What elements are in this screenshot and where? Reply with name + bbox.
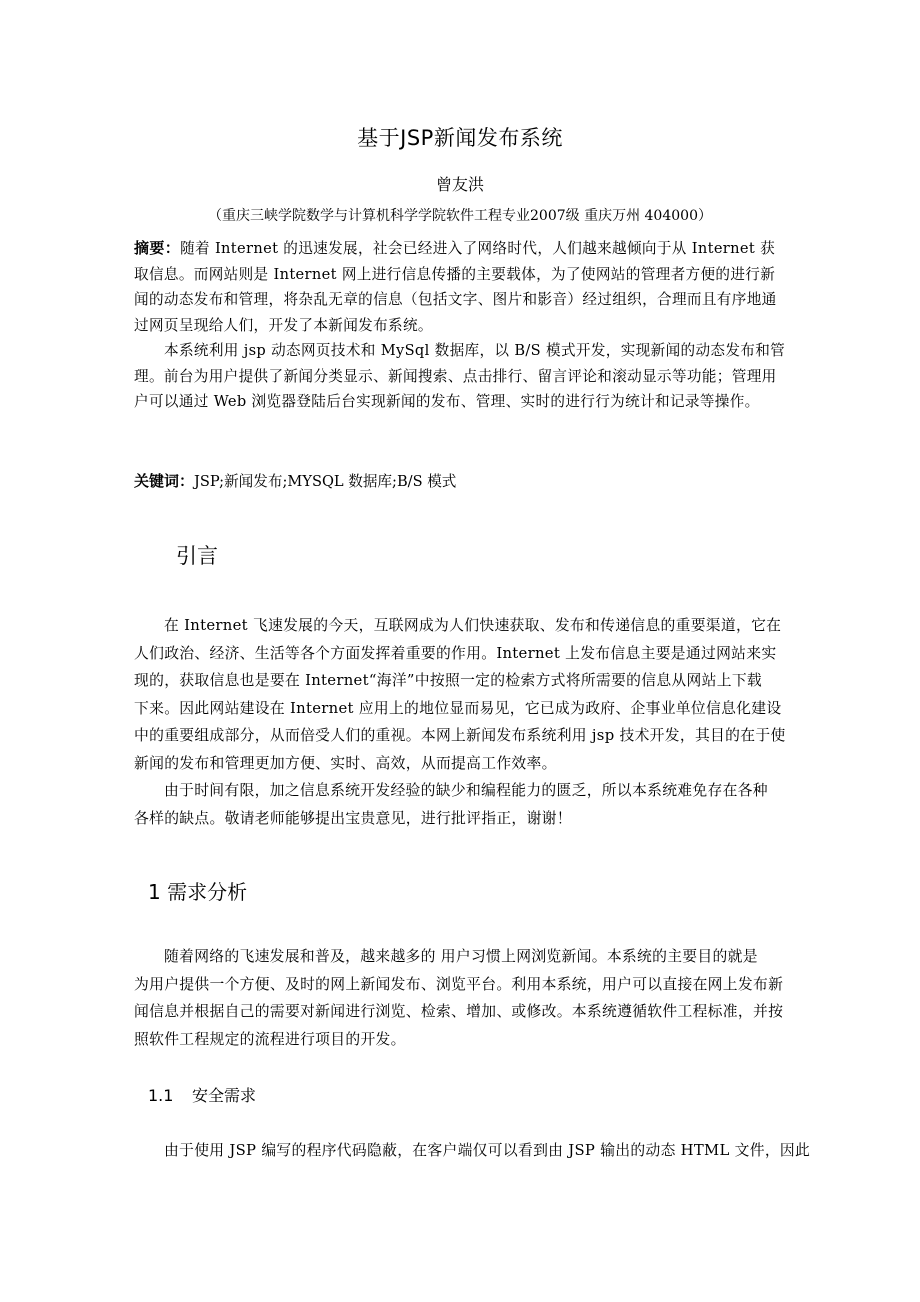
body-line: 新闻的发布和管理更加方便、实时、高效，从而提高工作效率。 (134, 754, 557, 772)
body-line: 照软件工程规定的流程进行项目的开发。 (134, 1030, 406, 1048)
body-line: 由于时间有限，加之信息系统开发经验的缺少和编程能力的匮乏，所以本系统难免存在各种 (164, 782, 768, 799)
intro-body (134, 612, 794, 832)
keywords-label: 关键词： (134, 472, 195, 490)
section-1-1-heading (148, 1083, 256, 1106)
abstract-line: 理。前台为用户提供了新闻分类显示、新闻搜索、点击排行、留言评论和滚动显示等功能；管理用 (134, 367, 777, 385)
body-line: 闻信息并根据自己的需要对新闻进行浏览、检索、增加、或修改。本系统遵循软件工程标准，并按 (134, 1003, 784, 1020)
abstract (134, 236, 786, 415)
abstract-line (134, 236, 786, 262)
body-line: 人们政治、经济、生活等各个方面发挥着重要的作用。Internet 上发布信息主要是通过网站来实 (134, 644, 777, 662)
abstract-line: 过网页呈现给人们，开发了本新闻发布系统。 (134, 316, 433, 334)
abstract-line: 本系统利用 jsp 动态网页技术和 MySql 数据库，以 B/S 模式开发，实现新闻的动态发布和管 (164, 342, 786, 359)
body-line: 随着网络的飞速发展和普及，越来越多的 用户习惯上网浏览新闻。本系统的主要目的就是 (164, 948, 758, 965)
body-line: 由于使用 JSP 编写的程序代码隐蔽，在客户端仅可以看到由 JSP 输出的动态 HTML 文件，因此 (164, 1142, 811, 1159)
section-1-1-body (134, 1137, 811, 1165)
body-line: 下来。因此网站建设在 Internet 应用上的地位显而易见，它已成为政府、企事业单位信息化建设 (134, 699, 782, 717)
author-affiliation: （重庆三峡学院数学与计算机科学学院软件工程专业2007级 重庆万州 404000） (208, 208, 712, 224)
section-1-body (134, 943, 794, 1053)
abstract-line: 闻的动态发布和管理，将杂乱无章的信息（包括文字、图片和影音）经过组织，合理而且有序地通 (134, 291, 777, 308)
keywords-text: JSP;新闻发布;MYSQL 数据库;B/S 模式 (194, 473, 457, 490)
abstract-line: 取信息。而网站则是 Internet 网上进行信息传播的主要载体，为了使网站的管理者方便的进行新 (134, 265, 776, 283)
keywords (134, 470, 456, 491)
intro-heading: 引言 (176, 544, 218, 568)
abstract-label: 摘要： (134, 239, 181, 257)
body-line: 现的，获取信息也是要在 Internet“海洋”中按照一定的检索方式将所需要的信息从网站上下载 (134, 672, 763, 689)
paper-title: 基于JSP新闻发布系统 (357, 126, 563, 150)
body-line: 为用户提供一个方便、及时的网上新闻发布、浏览平台。利用本系统，用户可以直接在网上发布新 (134, 975, 784, 993)
section-number: 1.1 (148, 1086, 174, 1105)
abstract-line: 户可以通过 Web 浏览器登陆后台实现新闻的发布、管理、实时的进行行为统计和记录等操作。 (134, 393, 760, 410)
abstract-text: 随着 Internet 的迅速发展，社会已经进入了网络时代，人们越来越倾向于从 Internet 获 (180, 240, 776, 257)
body-line: 在 Internet 飞速发展的今天，互联网成为人们快速获取、发布和传递信息的重要渠道，它在 (164, 617, 782, 634)
body-line: 各样的缺点。敬请老师能够提出宝贵意见，进行批评指正，谢谢！ (134, 809, 572, 827)
section-title: 安全需求 (192, 1086, 257, 1105)
body-line: 中的重要组成部分，从而倍受人们的重视。本网上新闻发布系统利用 jsp 技术开发，其目的在于使 (134, 727, 786, 744)
section-1-heading: 1 需求分析 (148, 880, 248, 904)
paper-author: 曾友洪 (435, 175, 484, 194)
